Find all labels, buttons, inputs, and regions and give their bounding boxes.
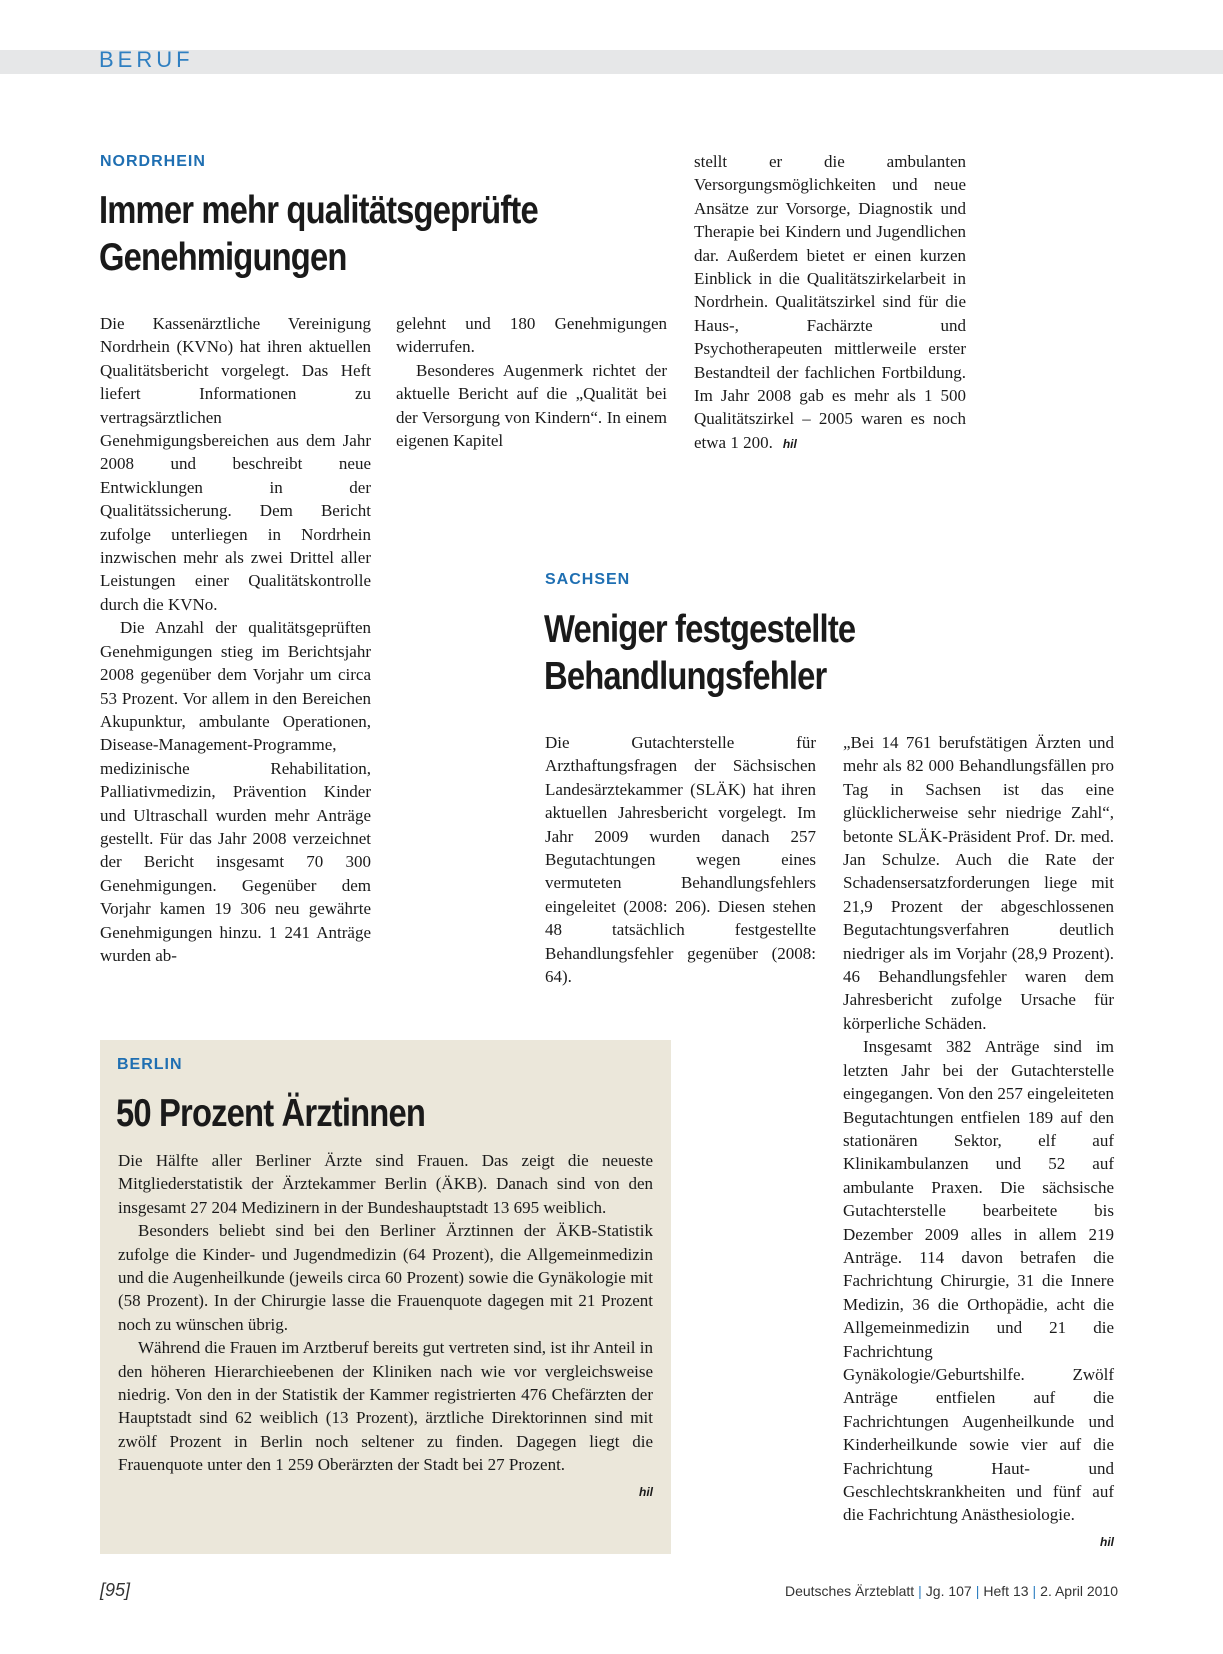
nordrhein-paragraph-text: stellt er die ambulanten Versorgungsmöglichkeiten und neue Ansätze zur Vorsorge, Diagnostik und Therapie bei Kindern und Jugendlichen dar. Außerdem bietet er einen kurzen Einblick in die Qualitätszirkelarbeit in Nordrhein. Qualitätszirkel sind für die Haus-, Fachärzte und Psychotherapeuten mittlerweile erster Bestandteil der fachlichen Fortbildung. Im Jahr 2008 gab es mehr als 1 500 Qualitätszirkel – 2005 waren es noch etwa 1 200. — [694, 152, 966, 452]
section-label: BERUF — [99, 47, 194, 72]
berlin-headline: 50 Prozent Ärztinnen — [116, 1092, 426, 1135]
sachsen-headline-line2: Behandlungsfehler — [544, 655, 827, 698]
journal-issue: Heft 13 — [983, 1583, 1029, 1599]
journal-volume: Jg. 107 — [925, 1583, 972, 1599]
nordrhein-kicker: NORDRHEIN — [100, 153, 206, 170]
separator: | — [975, 1583, 980, 1599]
nordrhein-headline — [99, 187, 538, 281]
nordrhein-headline-line1: Immer mehr qualitätsgeprüfte — [99, 189, 538, 232]
nordrhein-paragraph — [694, 150, 966, 456]
separator: | — [1032, 1583, 1037, 1599]
sachsen-paragraph: „Bei 14 761 berufstätigen Ärzten und mehr als 82 000 Behandlungsfällen pro Tag in Sachsen ist das eine glücklicherweise sehr niedrige Zahl“, betonte SLÄK-Präsident Prof. Dr. med. Jan Schulze. Auch die Rate der Schadensersatzforderungen liege mit 21,9 Prozent der abgeschlossenen Begutachtungsverfahren deutlich niedriger als im Vorjahr (28,9 Prozent). 46 Behandlungsfehler waren dem Jahresbericht zufolge Ursache für körperliche Schäden. — [843, 733, 1114, 1033]
sachsen-headline — [544, 606, 855, 700]
nordrhein-column-3 — [694, 150, 966, 456]
berlin-body — [118, 1149, 653, 1504]
separator: | — [918, 1583, 922, 1599]
nordrhein-column-2 — [396, 312, 667, 452]
nordrhein-paragraph: gelehnt und 180 Genehmigungen widerrufen. — [396, 314, 667, 357]
nordrhein-paragraph: Die Anzahl der qualitätsgeprüften Genehmigungen stieg im Berichtsjahr 2008 gegenüber dem Vorjahr um circa 53 Prozent. Vor allem in den Bereichen Akupunktur, ambulante Operationen, Disease-Management-Programme, medizinische Rehabilitation, Palliativmedizin, Prävention Kinder und Ultraschall wurden mehr Anträge gestellt. Für das Jahr 2008 verzeichnet der Bericht insgesamt 70 300 Genehmigungen. Gegenüber dem Vorjahr kamen 19 306 neu gewährte Genehmigungen hinzu. 1 241 Anträge wurden ab- — [100, 618, 371, 965]
berlin-paragraph: Während die Frauen im Arztberuf bereits gut vertreten sind, ist ihr Anteil in den höheren Hierarchieebenen der Kliniken nach wie vor vergleichsweise niedrig. Von den in der Statistik der Kammer registrierten 476 Chefärzten der Hauptstadt sind 62 weiblich (13 Prozent), ärztliche Direktorinnen sind mit zwölf Prozent in Berlin noch seltener zu finden. Dagegen liegt die Frauenquote unter den 1 259 Oberärzten der Stadt bei 27 Prozent. — [118, 1338, 653, 1475]
sachsen-column-2 — [843, 731, 1114, 1554]
sachsen-paragraph: Die Gutachterstelle für Arzthaftungsfragen der Sächsischen Landesärztekammer (SLÄK) hat ihren aktuellen Jahresbericht vorgelegt. Im Jahr 2009 wurden danach 257 Begutachtungen wegen eines vermuteten Behandlungsfehlers eingeleitet (2008: 206). Diesen stehen 48 tatsächlich festgestellte Behandlungsfehler gegenüber (2008: 64). — [545, 733, 816, 987]
sachsen-headline-line1: Weniger festgestellte — [544, 608, 856, 651]
nordrhein-paragraph: Die Kassenärztliche Vereinigung Nordrhein (KVNo) hat ihren aktuellen Qualitätsbericht vorgelegt. Das Heft liefert Informationen zu vertragsärztlichen Genehmigungsbereichen aus dem Jahr 2008 und beschreibt neue Entwicklungen in der Qualitätssicherung. Dem Bericht zufolge unterliegen in Nordrhein inzwischen mehr als zwei Drittel aller Leistungen einer Qualitätskontrolle durch die KVNo. — [100, 314, 371, 614]
berlin-paragraph: Die Hälfte aller Berliner Ärzte sind Frauen. Das zeigt die neueste Mitgliederstatistik der Ärztekammer Berlin (ÄKB). Danach sind von den insgesamt 27 204 Medizinern in der Bundeshauptstadt 13 695 weiblich. — [118, 1151, 653, 1217]
nordrhein-column-1 — [100, 312, 371, 967]
sachsen-column-1 — [545, 731, 816, 988]
page-number: [95] — [100, 1580, 131, 1600]
berlin-signature: hil — [639, 1484, 653, 1499]
sachsen-signature: hil — [1100, 1534, 1114, 1549]
journal-name: Deutsches Ärzteblatt — [784, 1583, 915, 1599]
berlin-paragraph: Besonders beliebt sind bei den Berliner Ärztinnen der ÄKB-Statistik zufolge die Kinder- und Jugendmedizin (64 Prozent), die Allgemeinmedizin und die Augenheilkunde (jeweils circa 60 Prozent) sowie die Gynäkologie mit (58 Prozent). In der Chirurgie lasse die Frauenquote dagegen mit 21 Prozent noch zu wünschen übrig. — [118, 1221, 653, 1334]
journal-citation — [785, 1583, 1118, 1599]
journal-date: 2. April 2010 — [1040, 1583, 1118, 1599]
nordrhein-paragraph: Besonderes Augenmerk richtet der aktuelle Bericht auf die „Qualität bei der Versorgung von Kindern“. In einem eigenen Kapitel — [396, 360, 667, 451]
sachsen-kicker: SACHSEN — [545, 571, 631, 588]
nordrhein-signature: hil — [782, 436, 797, 451]
nordrhein-headline-line2: Genehmigungen — [99, 236, 347, 279]
berlin-kicker: BERLIN — [117, 1056, 183, 1073]
sachsen-paragraph: Insgesamt 382 Anträge sind im letzten Jahr bei der Gutachterstelle eingegangen. Von den 257 eingeleiteten Begutachtungen entfielen 189 auf den stationären Sektor, elf auf Klinikambulanzen und 52 auf ambulante Praxen. Die sächsische Gutachterstelle bearbeitete bis Dezember 2009 alles in allem 219 Anträge. 114 davon betrafen die Fachrichtung Chirurgie, 31 die Innere Medizin, 36 die Orthopädie, acht die Allgemeinmedizin und 21 die Fachrichtung Gynäkologie/Geburtshilfe. Zwölf Anträge entfielen auf die Fachrichtungen Augenheilkunde und Kinderheilkunde sowie vier auf die Fachrichtung Haut- und Geschlechtskrankheiten und fünf auf die Fachrichtung Anästhesiologie. — [843, 1037, 1114, 1525]
